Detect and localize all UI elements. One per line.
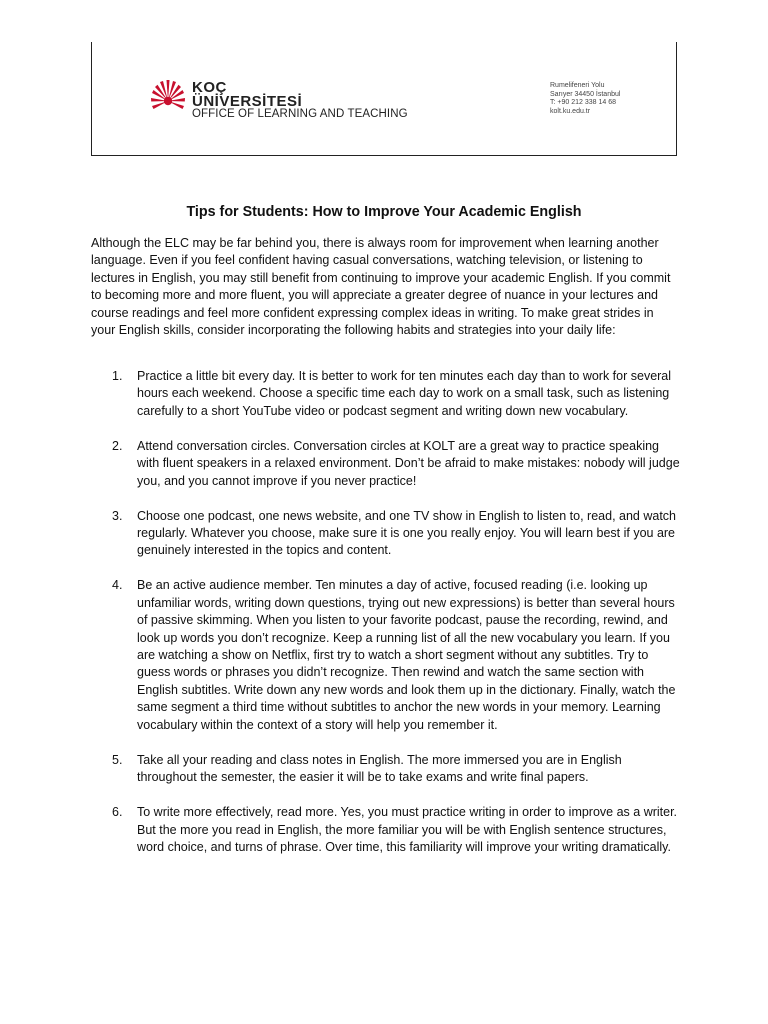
tip-text: Be an active audience member. Ten minutes a day of active, focused reading (i.e. looking up unfamiliar words, writing down questions, trying out new expressions) is better than several hours of passive skimming. When you listen to your favorite podcast, pause the recording, rewind, and look up words you don’t recognize. Keep a running list of all the new vocabulary you learn. If you are watching a show on Netflix, first try to watch a short segment without any subtitles. Try to guess words or phrases you didn’t recognize. Then rewind and watch the same section with English subtitles. Write down any new words and look them up in the dictionary. Finally, watch the same segment a third time without subtitles to anchor the new words in your memory. Learning vocabulary within the context of a story will help you remember it. bbox=[137, 578, 676, 732]
tip-item-2 bbox=[91, 438, 681, 490]
tip-item-1 bbox=[91, 368, 681, 420]
tip-number: 3. bbox=[112, 508, 123, 523]
tip-item-3 bbox=[91, 508, 681, 560]
address-phone: T: +90 212 338 14 68 bbox=[550, 99, 616, 107]
tip-text: Attend conversation circles. Conversation circles at KOLT are a great way to practice speaking with fluent speakers in a relaxed environment. Don’t be afraid to make mistakes: nobody will judge you, and you cannot improve if you never practice! bbox=[137, 438, 680, 488]
tip-number: 4. bbox=[112, 578, 123, 593]
tip-text: Choose one podcast, one news website, and one TV show in English to listen to, read, and watch regularly. Whatever you choose, make sure it is one you really enjoy. You will learn best if you are genuinely interested in the topics and content. bbox=[137, 508, 676, 558]
tip-number: 5. bbox=[112, 752, 123, 767]
logo-office-name: OFFICE OF LEARNING AND TEACHING bbox=[192, 108, 408, 120]
tip-text: Practice a little bit every day. It is better to work for ten minutes each day than to work for several hours each weekend. Choose a specific time each day to work on a small task, such as listening carefully to a short YouTube video or podcast segment and writing down new vocabulary. bbox=[137, 369, 672, 418]
logo-koc: KOÇ bbox=[192, 79, 227, 96]
tips-list bbox=[91, 368, 681, 874]
document-title: Tips for Students: How to Improve Your Academic English bbox=[186, 204, 582, 220]
tip-number: 1. bbox=[112, 369, 123, 383]
tip-number: 2. bbox=[112, 438, 123, 453]
university-logo bbox=[150, 80, 408, 121]
tip-number: 6. bbox=[112, 805, 123, 820]
tip-item-5 bbox=[91, 752, 681, 787]
address-street: Rumelifeneri Yolu bbox=[550, 82, 605, 89]
tip-item-4 bbox=[91, 577, 681, 734]
tip-text: To write more effectively, read more. Yes, you must practice writing in order to improve as a writer. But the more you read in English, the more familiar you will be with English sentence structures, word choice, and turns of phrase. Over time, this familiarity will improve your writing dramatically. bbox=[137, 805, 678, 854]
logo-universitesi: ÜNİVERSİTESİ bbox=[192, 93, 303, 110]
office-address bbox=[550, 82, 620, 116]
logo-wordmark bbox=[192, 80, 408, 121]
intro-paragraph: Although the ELC may be far behind you, there is always room for improvement when learning another language. Even if you feel confident having casual conversations, watching television, or listening to lectures in English, you may still benefit from continuing to improve your academic English. If you commit to becoming more and more fluent, you will appreciate a greater degree of nuance in your lectures and course readings and feel more confident expressing complex ideas in writing. To make great strides in your English skills, consider incorporating the following habits and strategies into your daily life: bbox=[91, 236, 671, 338]
koc-sunburst-logo-icon bbox=[150, 80, 186, 114]
tip-text: Take all your reading and class notes in English. The more immersed you are in English throughout the semester, the easier it will be to take exams and write final papers. bbox=[137, 752, 622, 785]
address-website: kolt.ku.edu.tr bbox=[550, 107, 591, 115]
address-city: Sarıyer 34450 İstanbul bbox=[550, 90, 621, 98]
letterhead bbox=[91, 42, 677, 156]
tip-item-6 bbox=[91, 804, 681, 856]
